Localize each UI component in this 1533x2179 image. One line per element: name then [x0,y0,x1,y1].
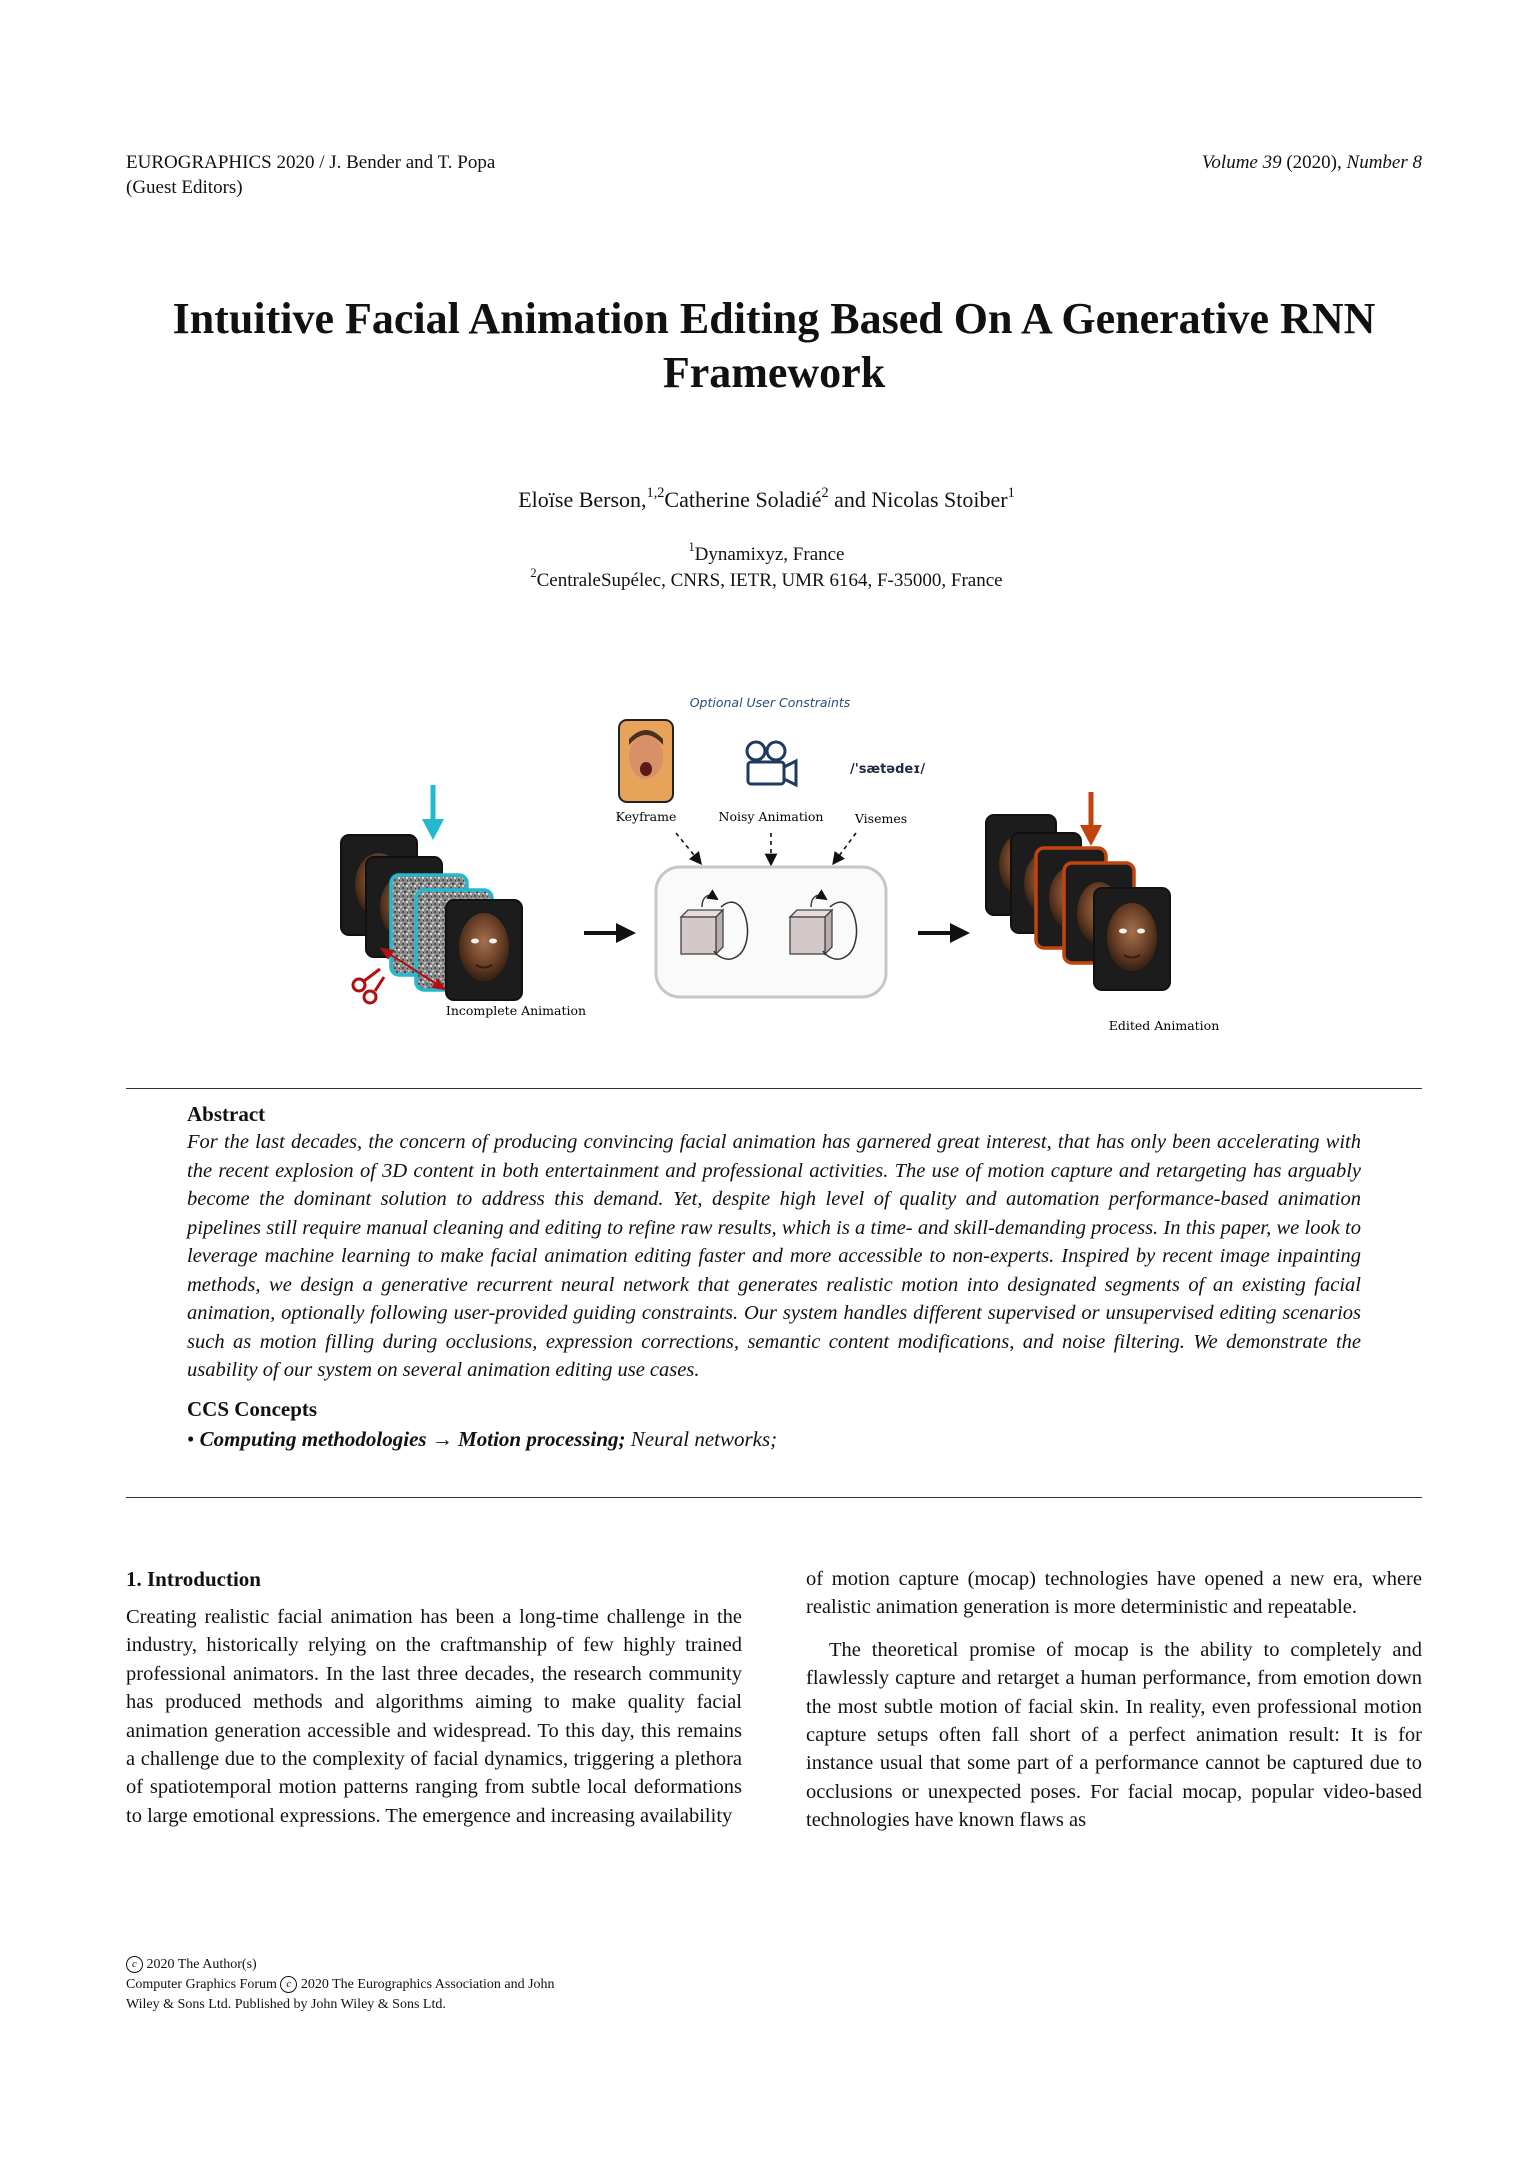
footer-line-2 [126,1975,555,1995]
abstract-section [187,1100,1361,1453]
optional-constraints-label: Optional User Constraints [689,695,851,710]
teaser-figure [326,685,1226,1030]
abstract-text: For the last decades, the concern of producing convincing facial animation has garnered great interest, that has only been accelerating with the recent explosion of 3D content in both entertainment and professional activities. The use of motion capture and retargeting has arguably become the dominant solution to address this demand. Yet, despite high level of quality and automation performance-based animation pipelines still require manual cleaning and editing to refine raw results, which is a time- and skill-demanding process. In this paper, we look to leverage machine learning to make facial animation editing faster and more accessible to non-experts. Inspired by recent image inpainting methods, we design a generative recurrent neural network that generates realistic motion into designated segments of an existing facial animation, optionally following user-provided guiding constraints. Our system handles different supervised or unsupervised editing scenarios such as motion filling during occlusions, expression corrections, semantic content modifications, and noise filtering. We demonstrate the usability of our system on several animation editing use cases. [187,1131,1361,1381]
cyan-down-arrow [422,785,444,840]
section-heading: 1. Introduction [126,1567,261,1591]
editors-line: (Guest Editors) [126,177,243,198]
year: (2020) [1286,152,1338,173]
affiliation-1 [0,542,1533,568]
copyright-icon: c [126,1956,143,1973]
author-3-sup: 1 [1007,485,1015,502]
authors [0,486,1533,514]
footer-association: 2020 The Eurographics Association and John [300,1977,555,1992]
aff1-text: Dynamixyz, France [694,544,845,565]
constraint-arrows [676,833,856,860]
author-2: Catherine Soladié [664,487,822,512]
incomplete-animation-label: Incomplete Animation [445,1003,587,1018]
incomplete-animation-stack [341,835,522,1000]
right-column [806,1565,1422,1835]
ccs-arrow: → [431,1426,453,1451]
abstract-top-rule [126,1088,1422,1089]
intro-paragraph-2: The theoretical promise of mocap is the ability to completely and flawlessly capture and retarget a human performance, from emotion down the most subtle motion of facial skin. In reality, even professional motion capture setups often fall short of a perfect animation result: It is for instance usual that some part of a performance cannot be captured due to occlusions or unexpected poses. For facial mocap, popular video-based technologies have known flaws as [806,1638,1422,1832]
footer-journal: Computer Graphics Forum [126,1977,277,1992]
aff2-text: CentraleSupélec, CNRS, IETR, UMR 6164, F-35000, France [536,570,1003,591]
keyframe-label: Keyframe [615,809,677,824]
ccs-term-3: Neural networks; [630,1426,778,1451]
footer-line-3: Wiley & Sons Ltd. Published by John Wiley & Sons Ltd. [126,1997,446,2012]
orange-down-arrow [1080,792,1102,846]
conference-line: EUROGRAPHICS 2020 / J. Bender and T. Popa [126,152,496,173]
edited-animation-stack [986,815,1170,990]
abstract-bottom-rule [126,1497,1422,1498]
noisy-animation-label: Noisy Animation [718,809,824,824]
visemes-phonetic: /'sætədeɪ/ [850,762,926,777]
copyright-icon-2: c [280,1976,297,1993]
ccs-concepts [187,1425,1361,1453]
author-1-sup: 1,2 [646,485,665,502]
author-2-sup: 2 [821,485,829,502]
affiliation-2 [0,568,1533,594]
edited-animation-label: Edited Animation [1108,1018,1220,1030]
ccs-term-1: Computing methodologies [199,1426,427,1451]
ccs-heading: CCS Concepts [187,1396,318,1421]
keyframe-photo [619,720,673,802]
volume: Volume 39 [1201,152,1282,173]
paper-title: Intuitive Facial Animation Editing Based On A Generative RNN Framework [172,294,1376,397]
abstract-heading: Abstract [187,1102,266,1126]
rnn-box [656,867,886,997]
author-1: Eloïse Berson, [518,487,647,512]
scissors-icon [353,969,384,1003]
intro-paragraph-1-cont: of motion capture (mocap) technologies have opened a new era, where realistic animation generation is more deterministic and repeatable. [806,1568,1422,1619]
footer-line-1 [126,1955,555,1975]
footer-authors: 2020 The Author(s) [146,1957,257,1972]
video-camera-icon [747,742,796,785]
header-right [1202,150,1422,175]
author-3: and Nicolas Stoiber [828,487,1008,512]
number: , Number 8 [1337,152,1422,173]
copyright-footer [126,1955,555,2015]
affiliations [0,542,1533,594]
intro-paragraph-1: Creating realistic facial animation has been a long-time challenge in the industry, historically relying on the craftmanship of few highly trained professional animators. In the last three decades, the research community has produced methods and algorithms aiming to make quality facial animation generation accessible and widespread. To this day, this remains a challenge due to the complexity of facial dynamics, triggering a plethora of spatiotemporal motion patterns ranging from subtle local deformations to large emotional expressions. The emergence and increasing availability [126,1606,742,1827]
visemes-label: Visemes [854,811,908,826]
ccs-term-2: Motion processing; [458,1426,626,1451]
left-column [126,1565,742,1830]
ccs-bullet: • [187,1426,195,1451]
aff2-sup: 2 [530,566,537,581]
header-left [126,150,495,200]
aff1-sup: 1 [688,540,695,555]
